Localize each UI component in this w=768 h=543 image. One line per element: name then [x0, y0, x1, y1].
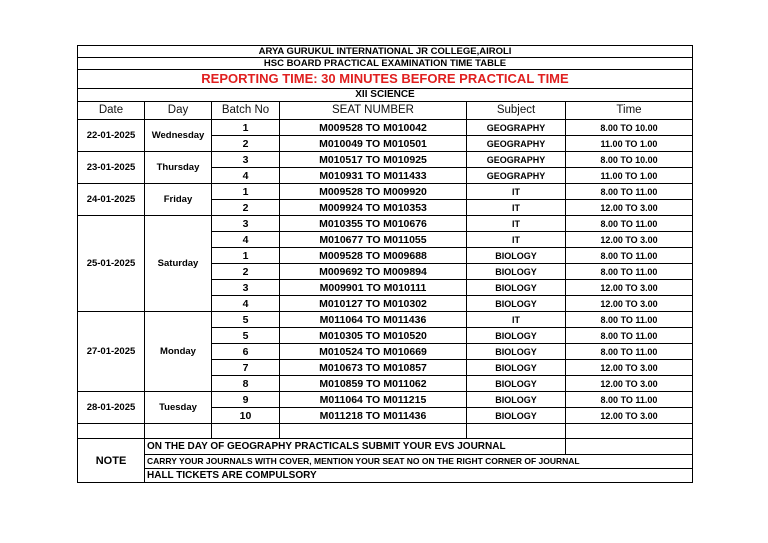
seat-cell: M009528 TO M009688 [280, 248, 467, 264]
empty-cell [566, 424, 693, 439]
seat-cell: M010673 TO M010857 [280, 360, 467, 376]
seat-cell: M010859 TO M011062 [280, 376, 467, 392]
batch-cell: 2 [212, 264, 280, 280]
day-cell: Thursday [145, 152, 212, 184]
seat-cell: M010049 TO M010501 [280, 136, 467, 152]
seat-cell: M009901 TO M010111 [280, 280, 467, 296]
subject-cell: IT [467, 312, 566, 328]
date-cell: 28-01-2025 [78, 392, 145, 424]
note-line-evs: ON THE DAY OF GEOGRAPHY PRACTICALS SUBMIT YOUR EVS JOURNAL [145, 439, 566, 455]
batch-cell: 1 [212, 184, 280, 200]
seat-cell: M011064 TO M011215 [280, 392, 467, 408]
table-row [78, 312, 693, 328]
day-cell: Friday [145, 184, 212, 216]
time-cell: 12.00 TO 3.00 [566, 296, 693, 312]
batch-cell: 4 [212, 168, 280, 184]
batch-cell: 4 [212, 296, 280, 312]
column-header-seat: SEAT NUMBER [280, 102, 467, 120]
column-header-day: Day [145, 102, 212, 120]
subject-cell: BIOLOGY [467, 264, 566, 280]
seat-cell: M009924 TO M010353 [280, 200, 467, 216]
seat-cell: M010127 TO M010302 [280, 296, 467, 312]
subject-cell: BIOLOGY [467, 248, 566, 264]
time-cell: 8.00 TO 11.00 [566, 312, 693, 328]
seat-cell: M009692 TO M009894 [280, 264, 467, 280]
seat-cell: M010931 TO M011433 [280, 168, 467, 184]
subject-cell: BIOLOGY [467, 360, 566, 376]
batch-cell: 9 [212, 392, 280, 408]
time-cell: 8.00 TO 11.00 [566, 184, 693, 200]
batch-cell: 3 [212, 216, 280, 232]
subject-cell: IT [467, 216, 566, 232]
class-label: XII SCIENCE [78, 89, 693, 102]
document-title: HSC BOARD PRACTICAL EXAMINATION TIME TABLE [78, 58, 693, 70]
batch-cell: 10 [212, 408, 280, 424]
time-cell: 8.00 TO 10.00 [566, 120, 693, 136]
subject-cell: IT [467, 232, 566, 248]
note-line-journals: CARRY YOUR JOURNALS WITH COVER, MENTION YOUR SEAT NO ON THE RIGHT CORNER OF JOURNAL [145, 455, 693, 469]
time-cell: 8.00 TO 11.00 [566, 328, 693, 344]
batch-cell: 4 [212, 232, 280, 248]
note-row [78, 455, 693, 469]
batch-cell: 5 [212, 312, 280, 328]
time-cell: 12.00 TO 3.00 [566, 200, 693, 216]
batch-cell: 6 [212, 344, 280, 360]
subject-cell: BIOLOGY [467, 280, 566, 296]
seat-cell: M010524 TO M010669 [280, 344, 467, 360]
column-header-subject: Subject [467, 102, 566, 120]
batch-cell: 7 [212, 360, 280, 376]
day-cell: Monday [145, 312, 212, 392]
column-header-batch: Batch No [212, 102, 280, 120]
batch-cell: 3 [212, 280, 280, 296]
subject-cell: GEOGRAPHY [467, 168, 566, 184]
batch-cell: 3 [212, 152, 280, 168]
subject-cell: BIOLOGY [467, 344, 566, 360]
batch-cell: 5 [212, 328, 280, 344]
time-cell: 12.00 TO 3.00 [566, 232, 693, 248]
time-cell: 12.00 TO 3.00 [566, 376, 693, 392]
time-cell: 8.00 TO 11.00 [566, 216, 693, 232]
date-cell: 23-01-2025 [78, 152, 145, 184]
subject-cell: BIOLOGY [467, 392, 566, 408]
seat-cell: M009528 TO M009920 [280, 184, 467, 200]
batch-cell: 2 [212, 136, 280, 152]
empty-cell [78, 424, 145, 439]
subject-cell: GEOGRAPHY [467, 152, 566, 168]
time-cell: 12.00 TO 3.00 [566, 360, 693, 376]
subject-cell: GEOGRAPHY [467, 120, 566, 136]
time-cell: 8.00 TO 10.00 [566, 152, 693, 168]
table-row [78, 152, 693, 168]
seat-cell: M011218 TO M011436 [280, 408, 467, 424]
table-row [78, 216, 693, 232]
time-cell: 11.00 TO 1.00 [566, 136, 693, 152]
time-cell: 8.00 TO 11.00 [566, 264, 693, 280]
empty-cell [145, 424, 212, 439]
seat-cell: M011064 TO M011436 [280, 312, 467, 328]
column-header-date: Date [78, 102, 145, 120]
time-cell: 12.00 TO 3.00 [566, 408, 693, 424]
subject-cell: BIOLOGY [467, 328, 566, 344]
batch-cell: 8 [212, 376, 280, 392]
batch-cell: 1 [212, 248, 280, 264]
subject-cell: IT [467, 184, 566, 200]
empty-cell [566, 439, 693, 455]
empty-cell [212, 424, 280, 439]
timetable [77, 45, 693, 483]
table-row [78, 120, 693, 136]
table-row [78, 392, 693, 408]
empty-cell [280, 424, 467, 439]
subject-cell: BIOLOGY [467, 408, 566, 424]
time-cell: 8.00 TO 11.00 [566, 248, 693, 264]
subject-cell: GEOGRAPHY [467, 136, 566, 152]
date-cell: 24-01-2025 [78, 184, 145, 216]
note-label: NOTE [78, 439, 145, 483]
note-row [78, 469, 693, 483]
seat-cell: M009528 TO M010042 [280, 120, 467, 136]
time-cell: 8.00 TO 11.00 [566, 392, 693, 408]
subject-cell: IT [467, 200, 566, 216]
reporting-time: REPORTING TIME: 30 MINUTES BEFORE PRACTICAL TIME [78, 70, 693, 89]
table-row [78, 184, 693, 200]
time-cell: 11.00 TO 1.00 [566, 168, 693, 184]
day-cell: Wednesday [145, 120, 212, 152]
column-header-time: Time [566, 102, 693, 120]
time-cell: 8.00 TO 11.00 [566, 344, 693, 360]
day-cell: Tuesday [145, 392, 212, 424]
date-cell: 25-01-2025 [78, 216, 145, 312]
batch-cell: 1 [212, 120, 280, 136]
column-header-row [78, 102, 693, 120]
empty-cell [467, 424, 566, 439]
subject-cell: BIOLOGY [467, 376, 566, 392]
subject-cell: BIOLOGY [467, 296, 566, 312]
date-cell: 22-01-2025 [78, 120, 145, 152]
date-cell: 27-01-2025 [78, 312, 145, 392]
seat-cell: M010305 TO M010520 [280, 328, 467, 344]
empty-row [78, 424, 693, 439]
seat-cell: M010517 TO M010925 [280, 152, 467, 168]
note-line-hall-tickets: HALL TICKETS ARE COMPULSORY [145, 469, 693, 483]
seat-cell: M010355 TO M010676 [280, 216, 467, 232]
time-cell: 12.00 TO 3.00 [566, 280, 693, 296]
batch-cell: 2 [212, 200, 280, 216]
note-row [78, 439, 693, 455]
day-cell: Saturday [145, 216, 212, 312]
college-name: ARYA GURUKUL INTERNATIONAL JR COLLEGE,AIROLI [78, 46, 693, 58]
seat-cell: M010677 TO M011055 [280, 232, 467, 248]
